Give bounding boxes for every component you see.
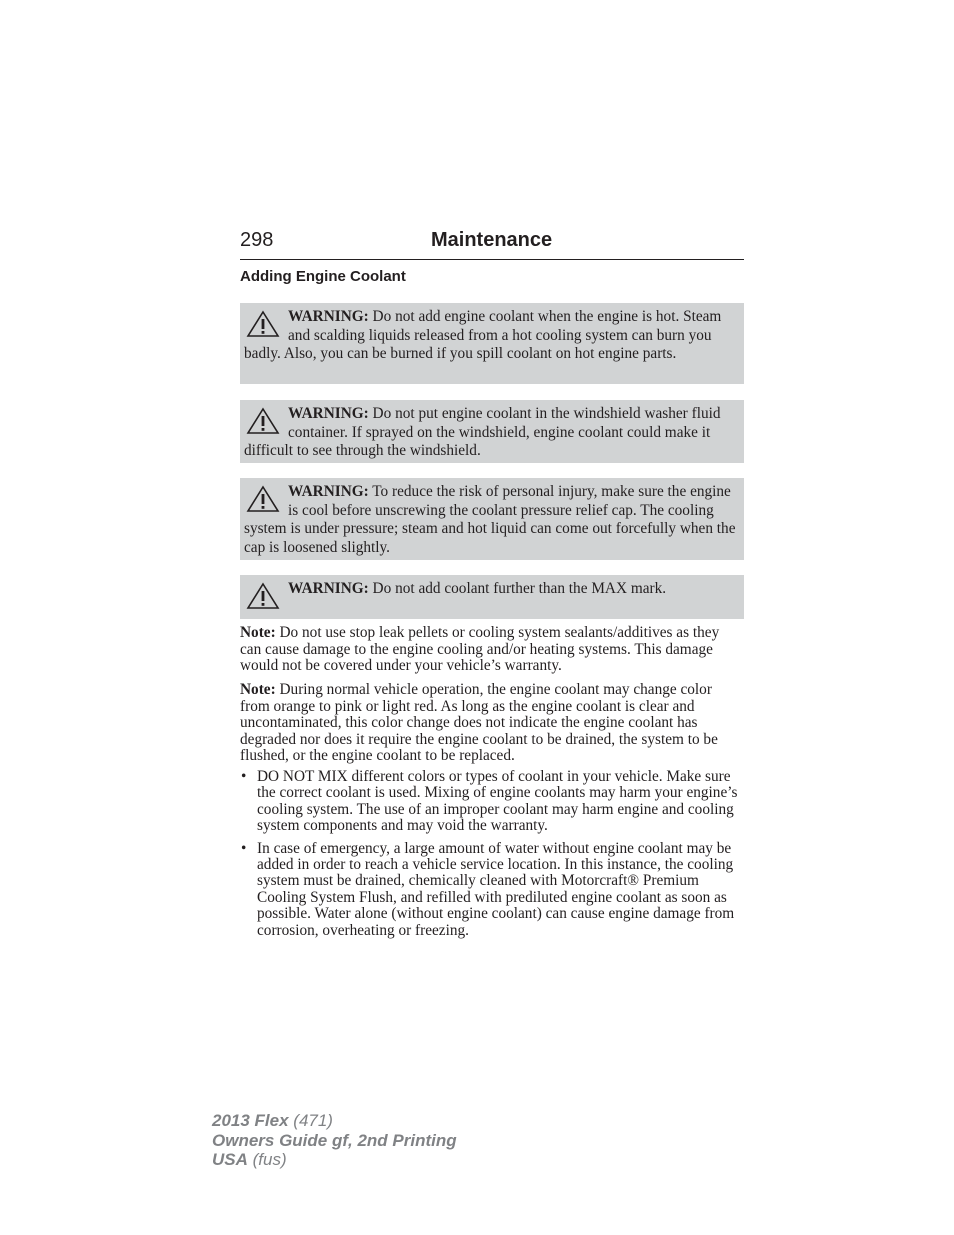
warning-box-1 <box>240 303 744 384</box>
warning-label: WARNING: <box>288 308 369 325</box>
list-item-text: DO NOT MIX different colors or types of coolant in your vehicle. Make sure the correct coolant is used. Mixing of engine coolants may harm your engine’s cooling system. The use of an improper coolant may harm engine and cooling system components and may void the warranty. <box>257 768 738 835</box>
warning-label: WARNING: <box>288 483 369 500</box>
warning-triangle-icon <box>246 582 280 610</box>
note-label: Note: <box>240 681 276 698</box>
bullet-glyph: • <box>241 768 247 785</box>
footer-market-code: (fus) <box>247 1150 287 1169</box>
warning-triangle-icon <box>246 407 280 435</box>
footer-code: (471) <box>288 1111 333 1130</box>
warning-box-2 <box>240 400 744 463</box>
warning-text: Do not add engine coolant when the engine is hot. Steam and scalding liquids released from a hot cooling system can burn you badly. Also, you can be burned if you spill coolant on hot engine parts. <box>244 308 722 363</box>
footer-model: 2013 Flex <box>212 1111 289 1130</box>
bullet-glyph: • <box>241 839 247 857</box>
footer-line-2 <box>212 1131 457 1151</box>
note-paragraph-1 <box>240 625 744 675</box>
list-item <box>240 841 744 939</box>
footer-guide: Owners Guide gf, 2nd Printing <box>212 1130 457 1150</box>
footer-line-1 <box>212 1111 457 1131</box>
footer-market: USA <box>212 1150 248 1169</box>
warning-text: To reduce the risk of personal injury, make sure the engine is cool before unscrewing the coolant pressure relief cap. The cooling system is under pressure; steam and hot liquid can come out forcefully when the cap is loosened slightly. <box>244 483 736 557</box>
page-header <box>240 229 744 260</box>
warning-text: Do not put engine coolant in the windshield washer fluid container. If sprayed on the windshield, engine coolant could make it difficult to see through the windshield. <box>244 405 721 460</box>
note-text: During normal vehicle operation, the engine coolant may change color from orange to pink or light red. As long as the engine coolant is clear and uncontaminated, this color change does not indicate the engine coolant has degraded nor does it require the engine coolant to be drained, the system to be flushed, or the engine coolant to be replaced. <box>240 681 718 765</box>
warning-triangle-icon <box>246 310 280 338</box>
warning-label: WARNING: <box>288 580 369 597</box>
warning-text: Do not add coolant further than the MAX mark. <box>368 580 667 597</box>
note-label: Note: <box>240 624 276 641</box>
page-number: 298 <box>240 229 274 251</box>
note-paragraph-2 <box>240 682 744 765</box>
section-title: Maintenance <box>431 229 553 251</box>
warning-label: WARNING: <box>288 405 369 422</box>
list-item <box>240 769 744 835</box>
subheading: Adding Engine Coolant <box>240 268 406 285</box>
warning-triangle-icon <box>246 485 280 513</box>
page-footer <box>212 1111 457 1170</box>
footer-line-3 <box>212 1150 457 1170</box>
bullet-list <box>240 769 744 945</box>
note-text: Do not use stop leak pellets or cooling system sealants/additives as they can cause damage to the engine cooling and/or heating systems. This damage would not be covered under your vehicle’s warranty. <box>240 624 720 675</box>
warning-box-3 <box>240 478 744 560</box>
warning-box-4 <box>240 575 744 619</box>
list-item-text: In case of emergency, a large amount of water without engine coolant may be added in order to reach a vehicle service location. In this instance, the cooling system must be drained, chemically cleaned with Motorcraft® Premium Cooling System Flush, and refilled with prediluted engine coolant as soon as possible. Water alone (without engine coolant) can cause engine damage from corrosion, overheating or freezing. <box>257 839 735 939</box>
